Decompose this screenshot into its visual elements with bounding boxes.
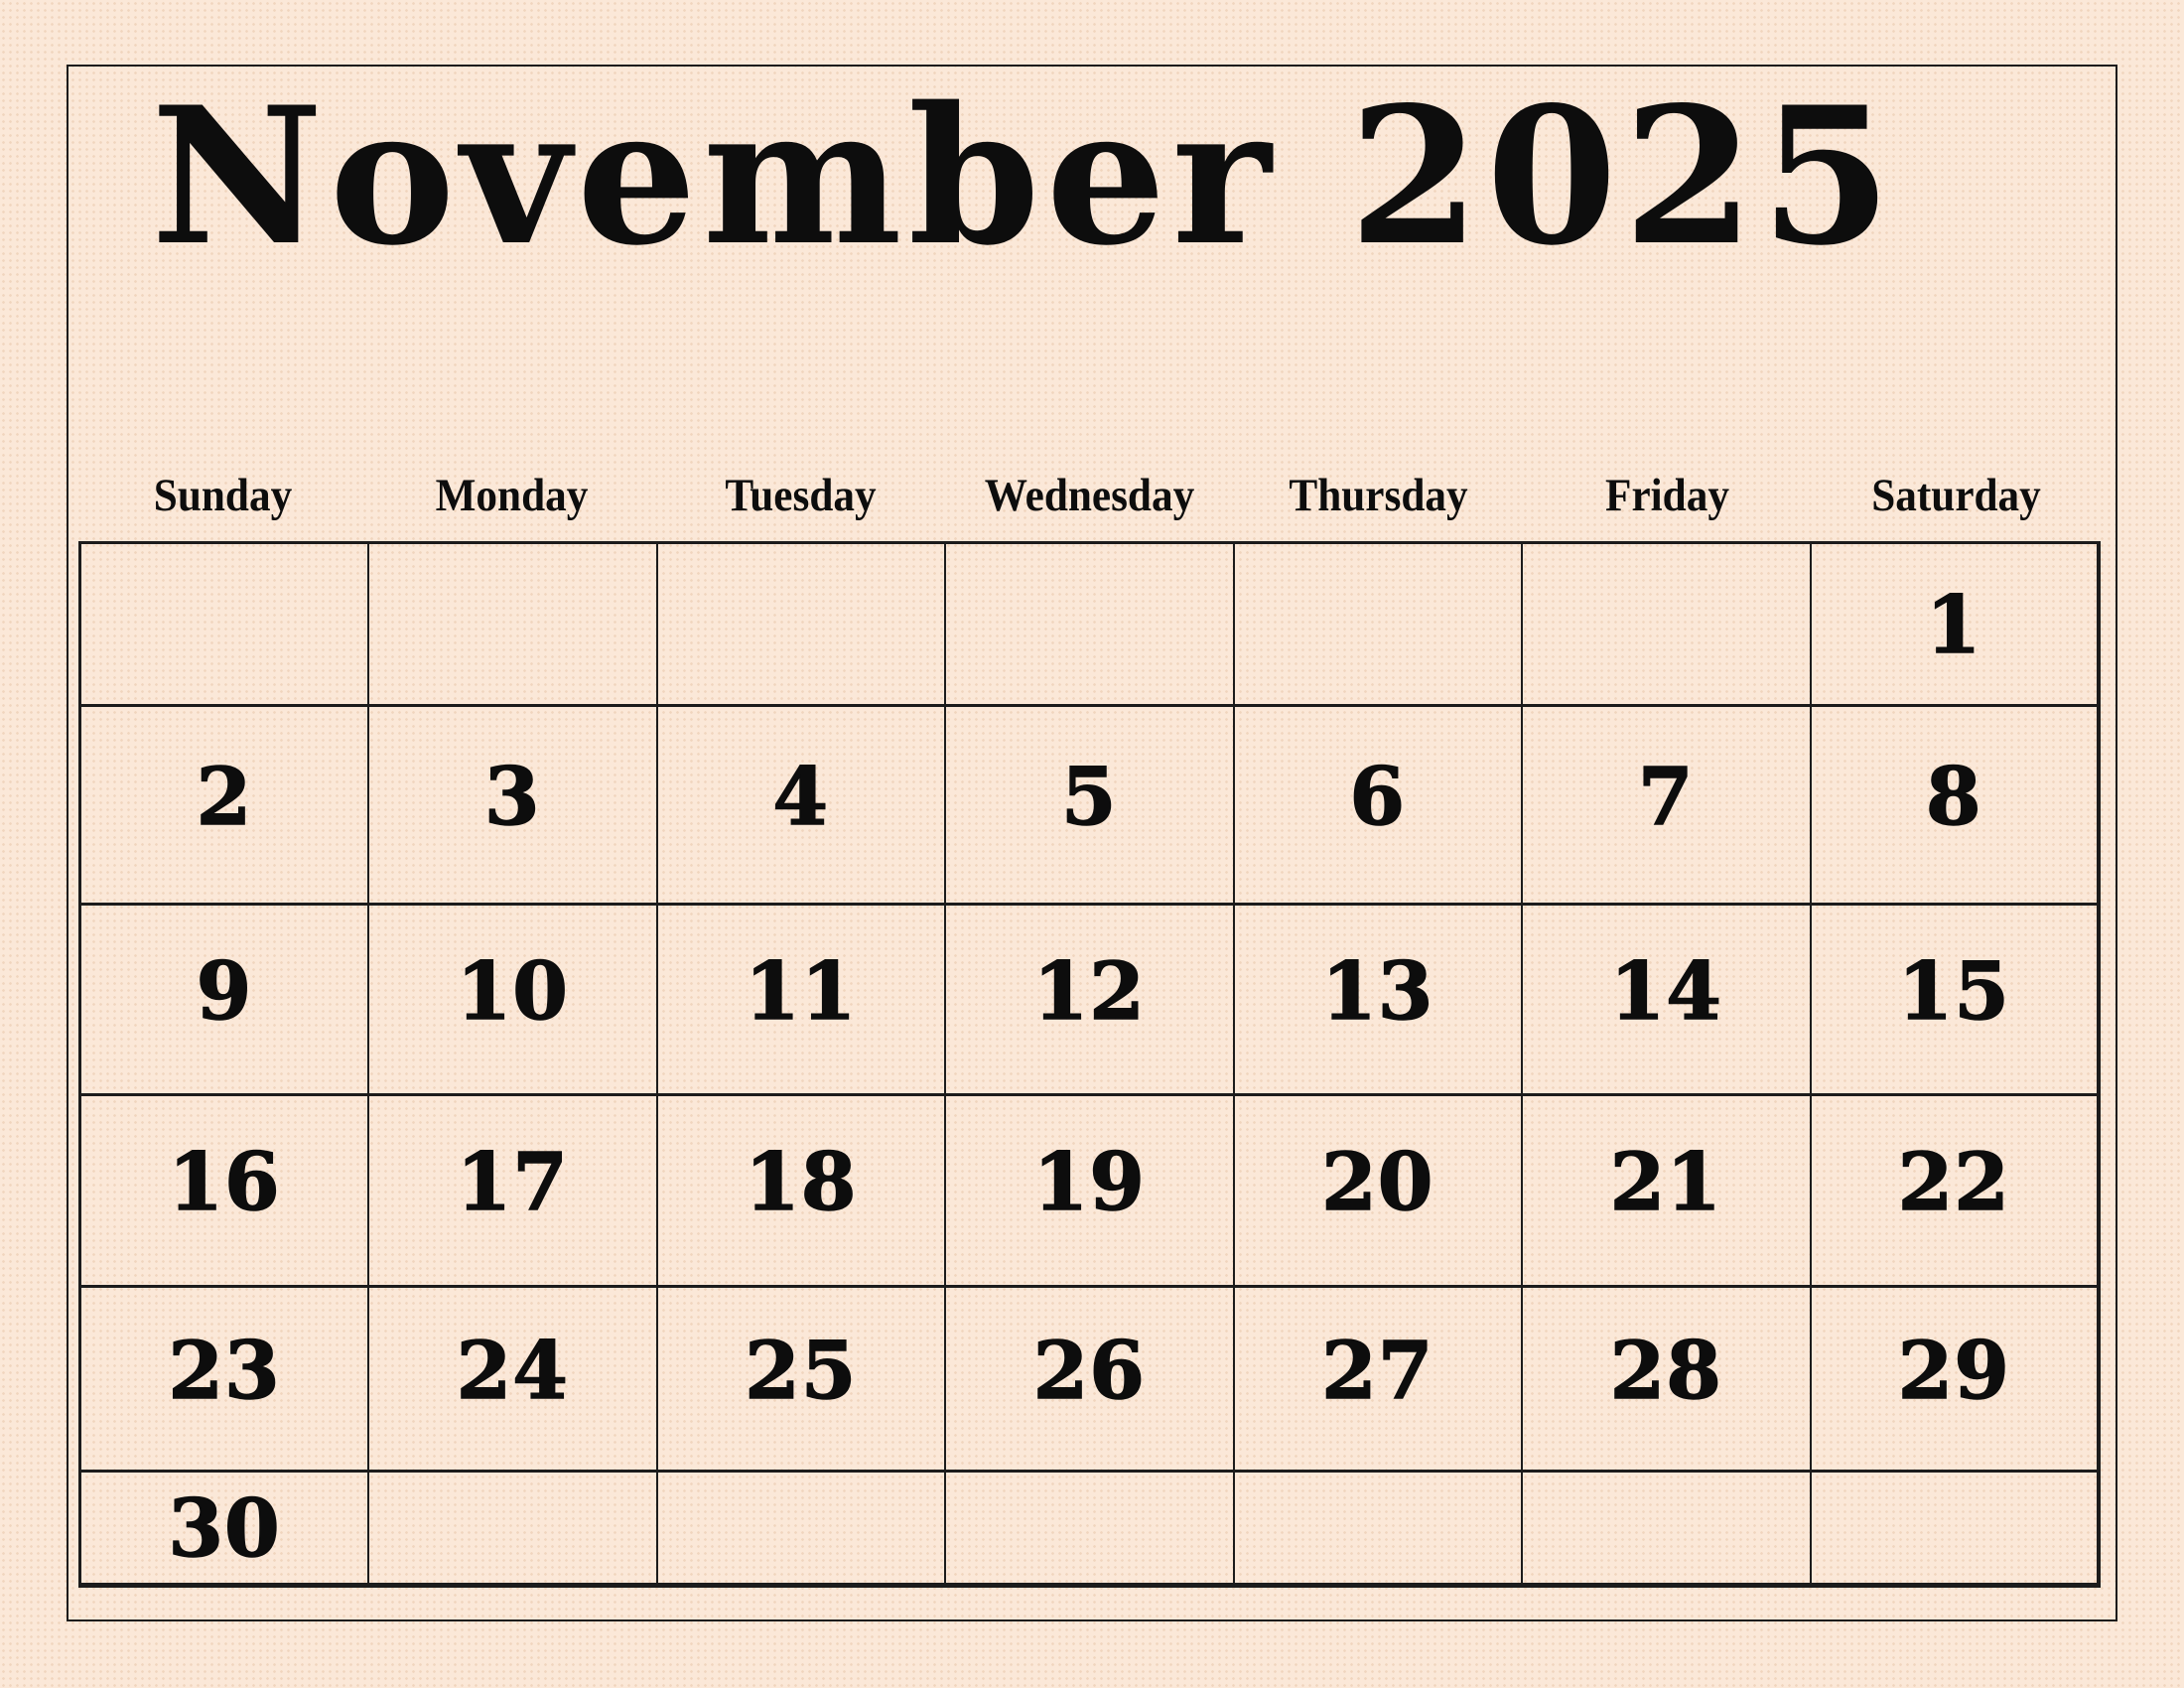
day-cell-17 xyxy=(368,1095,657,1287)
day-cell-16 xyxy=(80,1095,369,1287)
day-number: 8 xyxy=(1925,749,1982,843)
weekday-header-sunday: Sunday xyxy=(153,470,293,521)
day-number: 20 xyxy=(1321,1135,1434,1228)
day-cell-27 xyxy=(1234,1287,1523,1472)
day-cell-24 xyxy=(368,1287,657,1472)
day-cell-25 xyxy=(657,1287,946,1472)
calendar-week-row xyxy=(80,706,2100,905)
weekday-header-monday: Monday xyxy=(435,470,589,521)
day-cell-empty xyxy=(1234,543,1523,706)
day-number: 30 xyxy=(168,1480,281,1575)
day-number: 1 xyxy=(1925,577,1982,671)
day-number: 7 xyxy=(1637,749,1695,843)
day-number: 13 xyxy=(1321,943,1434,1038)
day-cell-3 xyxy=(368,706,657,905)
day-number: 10 xyxy=(456,943,569,1038)
day-cell-23 xyxy=(80,1287,369,1472)
day-cell-15 xyxy=(1811,905,2100,1095)
weekday-header-wednesday: Wednesday xyxy=(984,470,1195,521)
day-cell-empty xyxy=(368,1472,657,1586)
day-cell-14 xyxy=(1522,905,1811,1095)
day-number: 28 xyxy=(1609,1323,1722,1417)
day-cell-7 xyxy=(1522,706,1811,905)
day-cell-28 xyxy=(1522,1287,1811,1472)
calendar-week-row xyxy=(80,1472,2100,1586)
day-cell-4 xyxy=(657,706,946,905)
weekday-header-row xyxy=(78,456,2101,535)
weekday-header-thursday: Thursday xyxy=(1289,470,1468,521)
day-cell-8 xyxy=(1811,706,2100,905)
day-cell-5 xyxy=(945,706,1234,905)
day-cell-2 xyxy=(80,706,369,905)
day-cell-9 xyxy=(80,905,369,1095)
day-cell-18 xyxy=(657,1095,946,1287)
day-number: 17 xyxy=(456,1135,569,1228)
day-cell-20 xyxy=(1234,1095,1523,1287)
day-number: 15 xyxy=(1897,943,2010,1038)
day-cell-empty xyxy=(80,543,369,706)
day-cell-empty xyxy=(1811,1472,2100,1586)
day-cell-empty xyxy=(657,543,946,706)
calendar-week-row xyxy=(80,1287,2100,1472)
day-number: 9 xyxy=(196,943,253,1038)
day-number: 23 xyxy=(168,1323,281,1417)
day-cell-10 xyxy=(368,905,657,1095)
day-number: 6 xyxy=(1349,749,1407,843)
day-cell-empty xyxy=(945,1472,1234,1586)
day-number: 2 xyxy=(196,749,253,843)
day-cell-13 xyxy=(1234,905,1523,1095)
calendar-week-row xyxy=(80,543,2100,706)
day-cell-empty xyxy=(1522,543,1811,706)
day-cell-empty xyxy=(368,543,657,706)
day-number: 4 xyxy=(772,749,830,843)
day-number: 14 xyxy=(1609,943,1722,1038)
day-number: 16 xyxy=(168,1135,281,1228)
day-number: 25 xyxy=(745,1323,858,1417)
day-number: 5 xyxy=(1060,749,1118,843)
day-cell-11 xyxy=(657,905,946,1095)
day-number: 22 xyxy=(1897,1135,2010,1228)
day-number: 26 xyxy=(1032,1323,1146,1417)
weekday-header-tuesday: Tuesday xyxy=(725,470,877,521)
day-number: 19 xyxy=(1032,1135,1146,1228)
day-number: 18 xyxy=(745,1135,858,1228)
day-cell-empty xyxy=(1234,1472,1523,1586)
day-cell-30 xyxy=(80,1472,369,1586)
day-cell-1 xyxy=(1811,543,2100,706)
day-number: 12 xyxy=(1032,943,1146,1038)
day-cell-empty xyxy=(1522,1472,1811,1586)
calendar-week-row xyxy=(80,905,2100,1095)
weekday-header-friday: Friday xyxy=(1605,470,1729,521)
calendar-border-frame xyxy=(67,65,2117,1621)
weekday-header-saturday: Saturday xyxy=(1871,470,2041,521)
day-cell-12 xyxy=(945,905,1234,1095)
day-cell-22 xyxy=(1811,1095,2100,1287)
calendar-title: November 2025 xyxy=(151,66,1898,287)
day-cell-21 xyxy=(1522,1095,1811,1287)
day-number: 11 xyxy=(745,943,858,1038)
day-cell-19 xyxy=(945,1095,1234,1287)
calendar-grid xyxy=(78,541,2101,1588)
day-number: 29 xyxy=(1897,1323,2010,1417)
day-cell-empty xyxy=(945,543,1234,706)
day-number: 27 xyxy=(1321,1323,1434,1417)
day-cell-26 xyxy=(945,1287,1234,1472)
day-cell-empty xyxy=(657,1472,946,1586)
calendar-week-row xyxy=(80,1095,2100,1287)
day-number: 24 xyxy=(456,1323,569,1417)
day-number: 3 xyxy=(483,749,541,843)
day-cell-6 xyxy=(1234,706,1523,905)
day-number: 21 xyxy=(1609,1135,1722,1228)
day-cell-29 xyxy=(1811,1287,2100,1472)
